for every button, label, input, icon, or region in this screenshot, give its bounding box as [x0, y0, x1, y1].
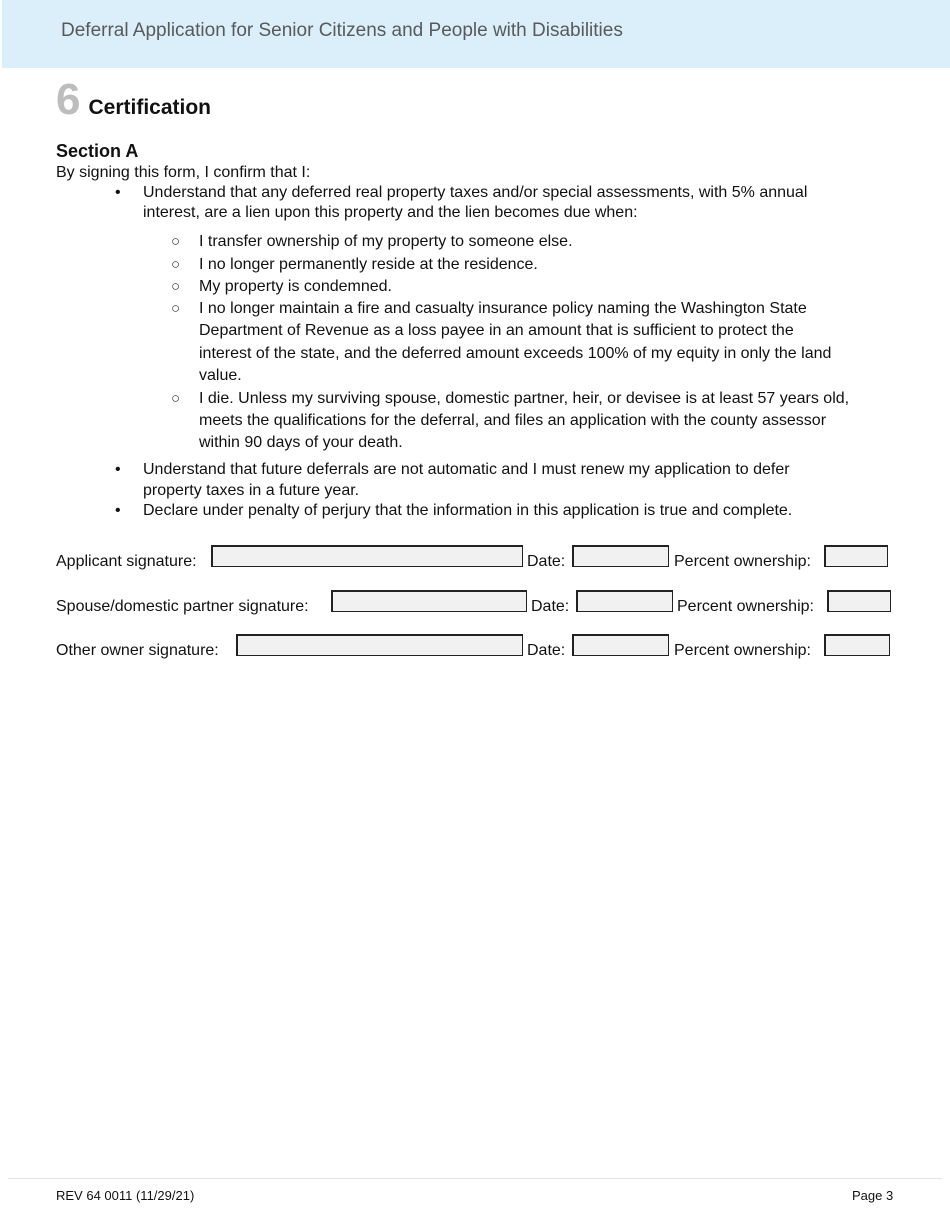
page-number: Page 3 — [852, 1188, 894, 1203]
bullet-3-line-1: Declare under penalty of perjury that the information in this application is true and complete. — [143, 502, 793, 519]
other-owner-signature-row — [56, 634, 896, 660]
sub-bullet-1-line-1: I transfer ownership of my property to someone else. — [199, 233, 573, 250]
other-owner-date-label: Date: — [527, 642, 566, 659]
other-owner-date-field[interactable] — [572, 634, 669, 656]
applicant-ownership-label: Percent ownership: — [674, 553, 811, 570]
intro-text: By signing this form, I confirm that I: — [56, 164, 311, 181]
sub-bullet-marker: ○ — [171, 278, 181, 295]
bullet-1-line-2: interest, are a lien upon this property and the lien becomes due when: — [143, 204, 638, 221]
spouse-date-field[interactable] — [576, 590, 673, 612]
applicant-signature-label: Applicant signature: — [56, 553, 197, 570]
document-title: Deferral Application for Senior Citizens and People with Disabilities — [61, 20, 623, 41]
other-owner-ownership-label: Percent ownership: — [674, 642, 811, 659]
other-owner-signature-field[interactable] — [236, 634, 523, 656]
sub-bullet-marker: ○ — [171, 300, 181, 317]
section-title: Certification — [88, 96, 211, 119]
sub-bullet-marker: ○ — [171, 390, 181, 407]
bullet-marker: • — [115, 184, 121, 201]
sub-bullet-5-line-1: I die. Unless my surviving spouse, domestic partner, heir, or devisee is at least 57 years old, — [199, 390, 850, 407]
sub-bullet-3-line-1: My property is condemned. — [199, 278, 392, 295]
sub-bullet-4-line-1: I no longer maintain a fire and casualty insurance policy naming the Washington State — [199, 300, 807, 317]
other-owner-ownership-field[interactable] — [824, 634, 890, 656]
sub-bullet-marker: ○ — [171, 256, 181, 273]
sub-bullet-marker: ○ — [171, 233, 181, 250]
applicant-date-field[interactable] — [572, 545, 669, 567]
sub-bullet-4-line-3: interest of the state, and the deferred amount exceeds 100% of my equity in only the land — [199, 345, 832, 362]
subsection-title: Section A — [56, 141, 139, 161]
spouse-ownership-field[interactable] — [827, 590, 891, 612]
sub-bullet-5-line-3: within 90 days of your death. — [199, 434, 403, 451]
spouse-ownership-label: Percent ownership: — [677, 598, 814, 615]
other-owner-signature-label: Other owner signature: — [56, 642, 219, 659]
sub-bullet-4-line-4: value. — [199, 367, 242, 384]
bullet-2-line-1: Understand that future deferrals are not automatic and I must renew my application to defer — [143, 461, 790, 478]
bullet-marker: • — [115, 461, 121, 478]
applicant-signature-field[interactable] — [211, 545, 523, 567]
bullet-marker: • — [115, 502, 121, 519]
spouse-signature-row — [56, 590, 896, 616]
bullet-2-line-2: property taxes in a future year. — [143, 482, 360, 499]
sub-bullet-2-line-1: I no longer permanently reside at the residence. — [199, 256, 538, 273]
applicant-date-label: Date: — [527, 553, 566, 570]
footer-divider — [8, 1178, 942, 1179]
applicant-signature-row — [56, 545, 896, 571]
bullet-1-line-1: Understand that any deferred real property taxes and/or special assessments, with 5% annual — [143, 184, 808, 201]
spouse-signature-label: Spouse/domestic partner signature: — [56, 598, 309, 615]
sub-bullet-5-line-2: meets the qualifications for the deferral, and files an application with the county assessor — [199, 412, 827, 429]
spouse-signature-field[interactable] — [331, 590, 527, 612]
section-heading — [56, 74, 211, 126]
form-number: REV 64 0011 (11/29/21) — [56, 1188, 195, 1203]
spouse-date-label: Date: — [531, 598, 570, 615]
applicant-ownership-field[interactable] — [824, 545, 888, 567]
section-number: 6 — [56, 75, 81, 124]
sub-bullet-4-line-2: Department of Revenue as a loss payee in an amount that is sufficient to protect the — [199, 322, 794, 339]
